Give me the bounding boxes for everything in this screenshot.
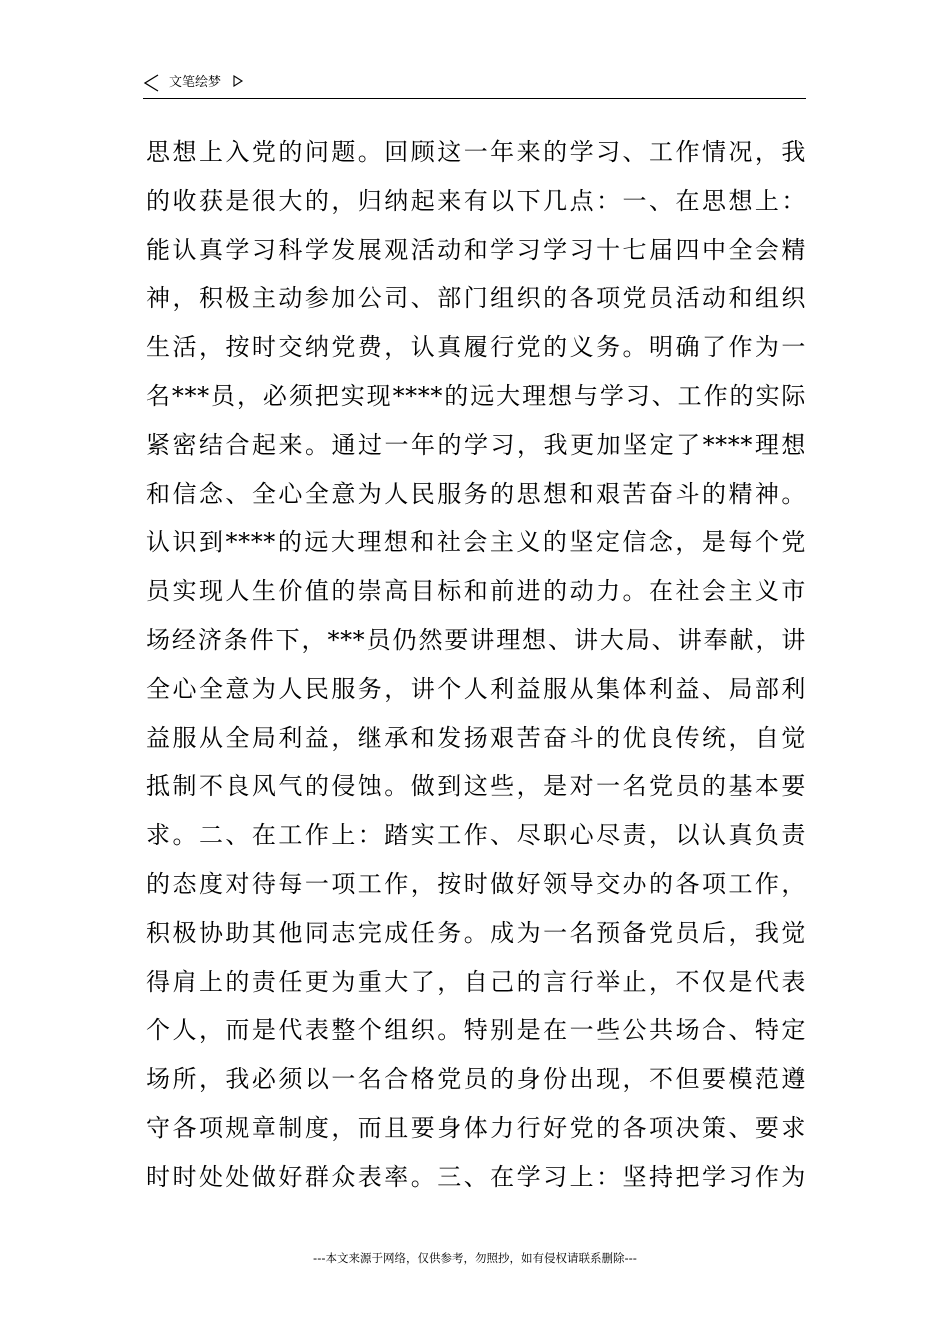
text-line: 时时处处做好群众表率。三、在学习上：坚持把学习作为 [146,1162,806,1191]
footer-disclaimer: ---本文来源于网络，仅供参考，勿照抄，如有侵权请联系删除--- [313,1251,637,1265]
page-header [143,72,806,99]
text-line: 能认真学习科学发展观活动和学习学习十七届四中全会精 [146,235,806,264]
text-line: 场所，我必须以一名合格党员的身份出现，不但要模范遵 [146,1065,806,1094]
text-line: 员实现人生价值的崇高目标和前进的动力。在社会主义市 [146,577,806,606]
text-line: 积极协助其他同志完成任务。成为一名预备党员后，我觉 [146,918,806,947]
text-line: 的态度对待每一项工作，按时做好领导交办的各项工作， [146,869,806,898]
body-text [146,128,806,1202]
text-line: 紧密结合起来。通过一年的学习，我更加坚定了****理想 [146,430,806,459]
triangle-left-icon [143,73,161,93]
text-line: 生活，按时交纳党费，认真履行党的义务。明确了作为一 [146,333,806,362]
text-line: 思想上入党的问题。回顾这一年来的学习、工作情况，我 [146,138,806,166]
text-line: 守各项规章制度，而且要身体力行好党的各项决策、要求 [146,1113,806,1142]
text-line: 的收获是很大的，归纳起来有以下几点：一、在思想上： [146,186,806,215]
text-line: 和信念、全心全意为人民服务的思想和艰苦奋斗的精神。 [146,479,806,508]
text-line: 益服从全局利益，继承和发扬艰苦奋斗的优良传统，自觉 [146,723,806,752]
text-line: 得肩上的责任更为重大了，自己的言行举止，不仅是代表 [146,967,806,996]
text-line: 抵制不良风气的侵蚀。做到这些，是对一名党员的基本要 [146,772,806,801]
triangle-right-icon [232,74,244,88]
text-line: 认识到****的远大理想和社会主义的坚定信念，是每个党 [146,528,806,557]
text-line: 神，积极主动参加公司、部门组织的各项党员活动和组织 [146,284,806,313]
text-line: 名***员，必须把实现****的远大理想与学习、工作的实际 [146,381,806,410]
text-line: 全心全意为人民服务，讲个人利益服从集体利益、局部利 [146,674,806,703]
text-line: 个人，而是代表整个组织。特别是在一些公共场合、特定 [146,1016,806,1045]
header-title: 文笔绘梦 [169,75,222,90]
text-line: 场经济条件下，***员仍然要讲理想、讲大局、讲奉献，讲 [146,625,806,654]
text-line: 求。二、在工作上：踏实工作、尽职心尽责，以认真负责 [146,821,806,850]
